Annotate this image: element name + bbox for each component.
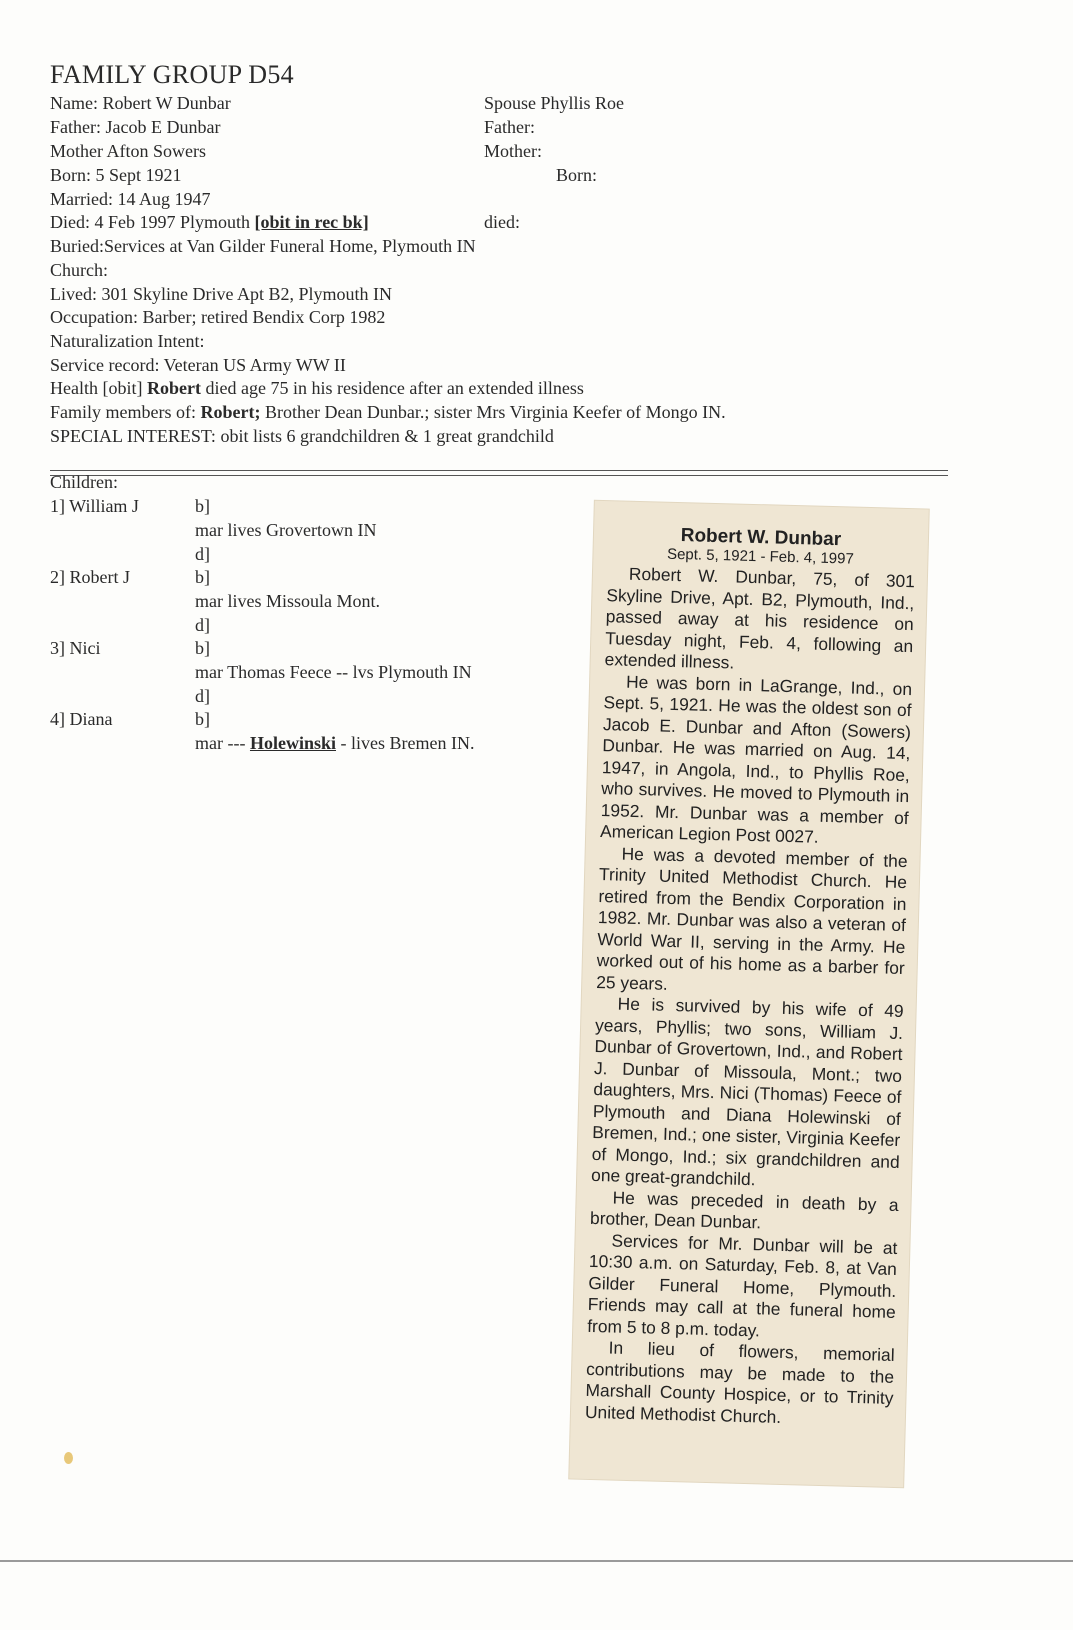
obituary-clipping [569, 501, 928, 1487]
child-name: 1] William J [50, 496, 139, 516]
obituary-paragraph: He was preceded in death by a brother, Dean Dunbar. [589, 1187, 899, 1233]
family-suffix: Brother Dean Dunbar.; sister Mrs Virginia Keefer of Mongo IN. [260, 402, 726, 422]
special-interest-field: SPECIAL INTEREST: obit lists 6 grandchildren & 1 great grandchild [50, 426, 554, 446]
obituary-paragraph: He was a devoted member of the Trinity United Methodist Church. He retired from the Bendix Corporation in 1982. Mr. Dunbar was also a veteran of World War II, serving in the Army. He worked out of his home as a barber for 25 years. [596, 843, 908, 994]
child-born: b] [195, 638, 210, 658]
children-label: Children: [50, 472, 118, 492]
obituary-paragraph: In lieu of flowers, memorial contributions may be made to the Marshall County Hospice, or to Trinity United Methodist Church. [584, 1337, 895, 1427]
name-field: Name: Robert W Dunbar [50, 93, 231, 113]
paper-stain [64, 1452, 73, 1464]
died-field [50, 211, 369, 233]
child-name: 3] Nici [50, 638, 101, 658]
child-died: d] [195, 615, 210, 635]
child-born: b] [195, 496, 210, 516]
mother-field: Mother Afton Sowers [50, 141, 206, 161]
child-marriage [195, 732, 474, 754]
child-born: b] [195, 567, 210, 587]
scan-edge-line [0, 1560, 1073, 1562]
child-marriage: mar lives Missoula Mont. [195, 591, 380, 611]
child-marriage-prefix: mar --- [195, 733, 250, 753]
child-marriage: mar Thomas Feece -- lvs Plymouth IN [195, 662, 472, 682]
obituary-paragraph: He is survived by his wife of 49 years, Phyllis; two sons, William J. Dunbar of Grovertown, Ind., and Robert J. Dunbar of Missoula, Mont.; two daughters, Mrs. Nici (Thomas) Feece of Plymouth and Diana Holewinski of Bremen, Ind.; one sister, Virginia Keefer of Mongo, Ind.; six grandchildren and one great-grandchild. [590, 993, 904, 1190]
spouse-born-field: Born: [556, 165, 598, 185]
spouse-father-field: Father: [484, 117, 535, 137]
naturalization-field: Naturalization Intent: [50, 331, 205, 351]
obituary-heading: Robert W. Dunbar [680, 525, 842, 551]
buried-field: Buried:Services at Van Gilder Funeral Home, Plymouth IN [50, 236, 476, 256]
child-died: d] [195, 544, 210, 564]
obit-reference: [obit in rec bk] [254, 212, 369, 232]
father-field: Father: Jacob E Dunbar [50, 117, 221, 137]
page-title: FAMILY GROUP D54 [50, 60, 294, 89]
church-field: Church: [50, 260, 108, 280]
health-field [50, 377, 584, 399]
child-spouse-name: Holewinski [249, 733, 336, 753]
occupation-field: Occupation: Barber; retired Bendix Corp 1982 [50, 307, 386, 327]
spouse-mother-field: Mother: [484, 141, 542, 161]
family-prefix: Family members of: [50, 402, 201, 422]
child-marriage-suffix: - lives Bremen IN. [336, 733, 475, 753]
section-divider [50, 470, 948, 476]
obituary-dates: Sept. 5, 1921 - Feb. 4, 1997 [666, 545, 855, 568]
health-prefix: Health [obit] [50, 378, 147, 398]
obituary-paragraph: Robert W. Dunbar, 75, of 301 Skyline Drive, Apt. B2, Plymouth, Ind., passed away at his residence on Tuesday night, Feb. 4, following an extended illness. [604, 563, 916, 673]
obituary-body [571, 561, 927, 1431]
family-members-field [50, 401, 726, 423]
child-marriage: mar lives Grovertown IN [195, 520, 377, 540]
died-text: Died: 4 Feb 1997 Plymouth [50, 212, 255, 232]
obituary-paragraph: He was born in LaGrange, Ind., on Sept. 5, 1921. He was the oldest son of Jacob E. Dunbar and Afton (Sowers) Dunbar. He was married on Aug. 14, 1947, in Angola, Ind., to Phyllis Roe, who survives. He moved to Plymouth in 1952. Mr. Dunbar was a member of American Legion Post 0027. [599, 671, 913, 847]
spouse-died-field: died: [484, 212, 520, 232]
spouse-field: Spouse Phyllis Roe [484, 93, 625, 113]
obituary-paragraph: Services for Mr. Dunbar will be at 10:30 a.m. on Saturday, Feb. 8, at Van Gilder Funeral Home, Plymouth. Friends may call at the funeral home from 5 to 8 p.m. today. [587, 1229, 898, 1340]
married-field: Married: 14 Aug 1947 [50, 189, 211, 209]
health-suffix: died age 75 in his residence after an extended illness [200, 378, 584, 398]
health-name: Robert [146, 378, 201, 398]
service-record-field: Service record: Veteran US Army WW II [50, 355, 346, 375]
family-name: Robert; [200, 402, 261, 422]
child-name: 2] Robert J [50, 567, 130, 587]
lived-field: Lived: 301 Skyline Drive Apt B2, Plymouth IN [50, 284, 392, 304]
child-died: d] [195, 686, 210, 706]
born-field: Born: 5 Sept 1921 [50, 165, 182, 185]
child-name: 4] Diana [50, 709, 113, 729]
child-born: b] [195, 709, 210, 729]
